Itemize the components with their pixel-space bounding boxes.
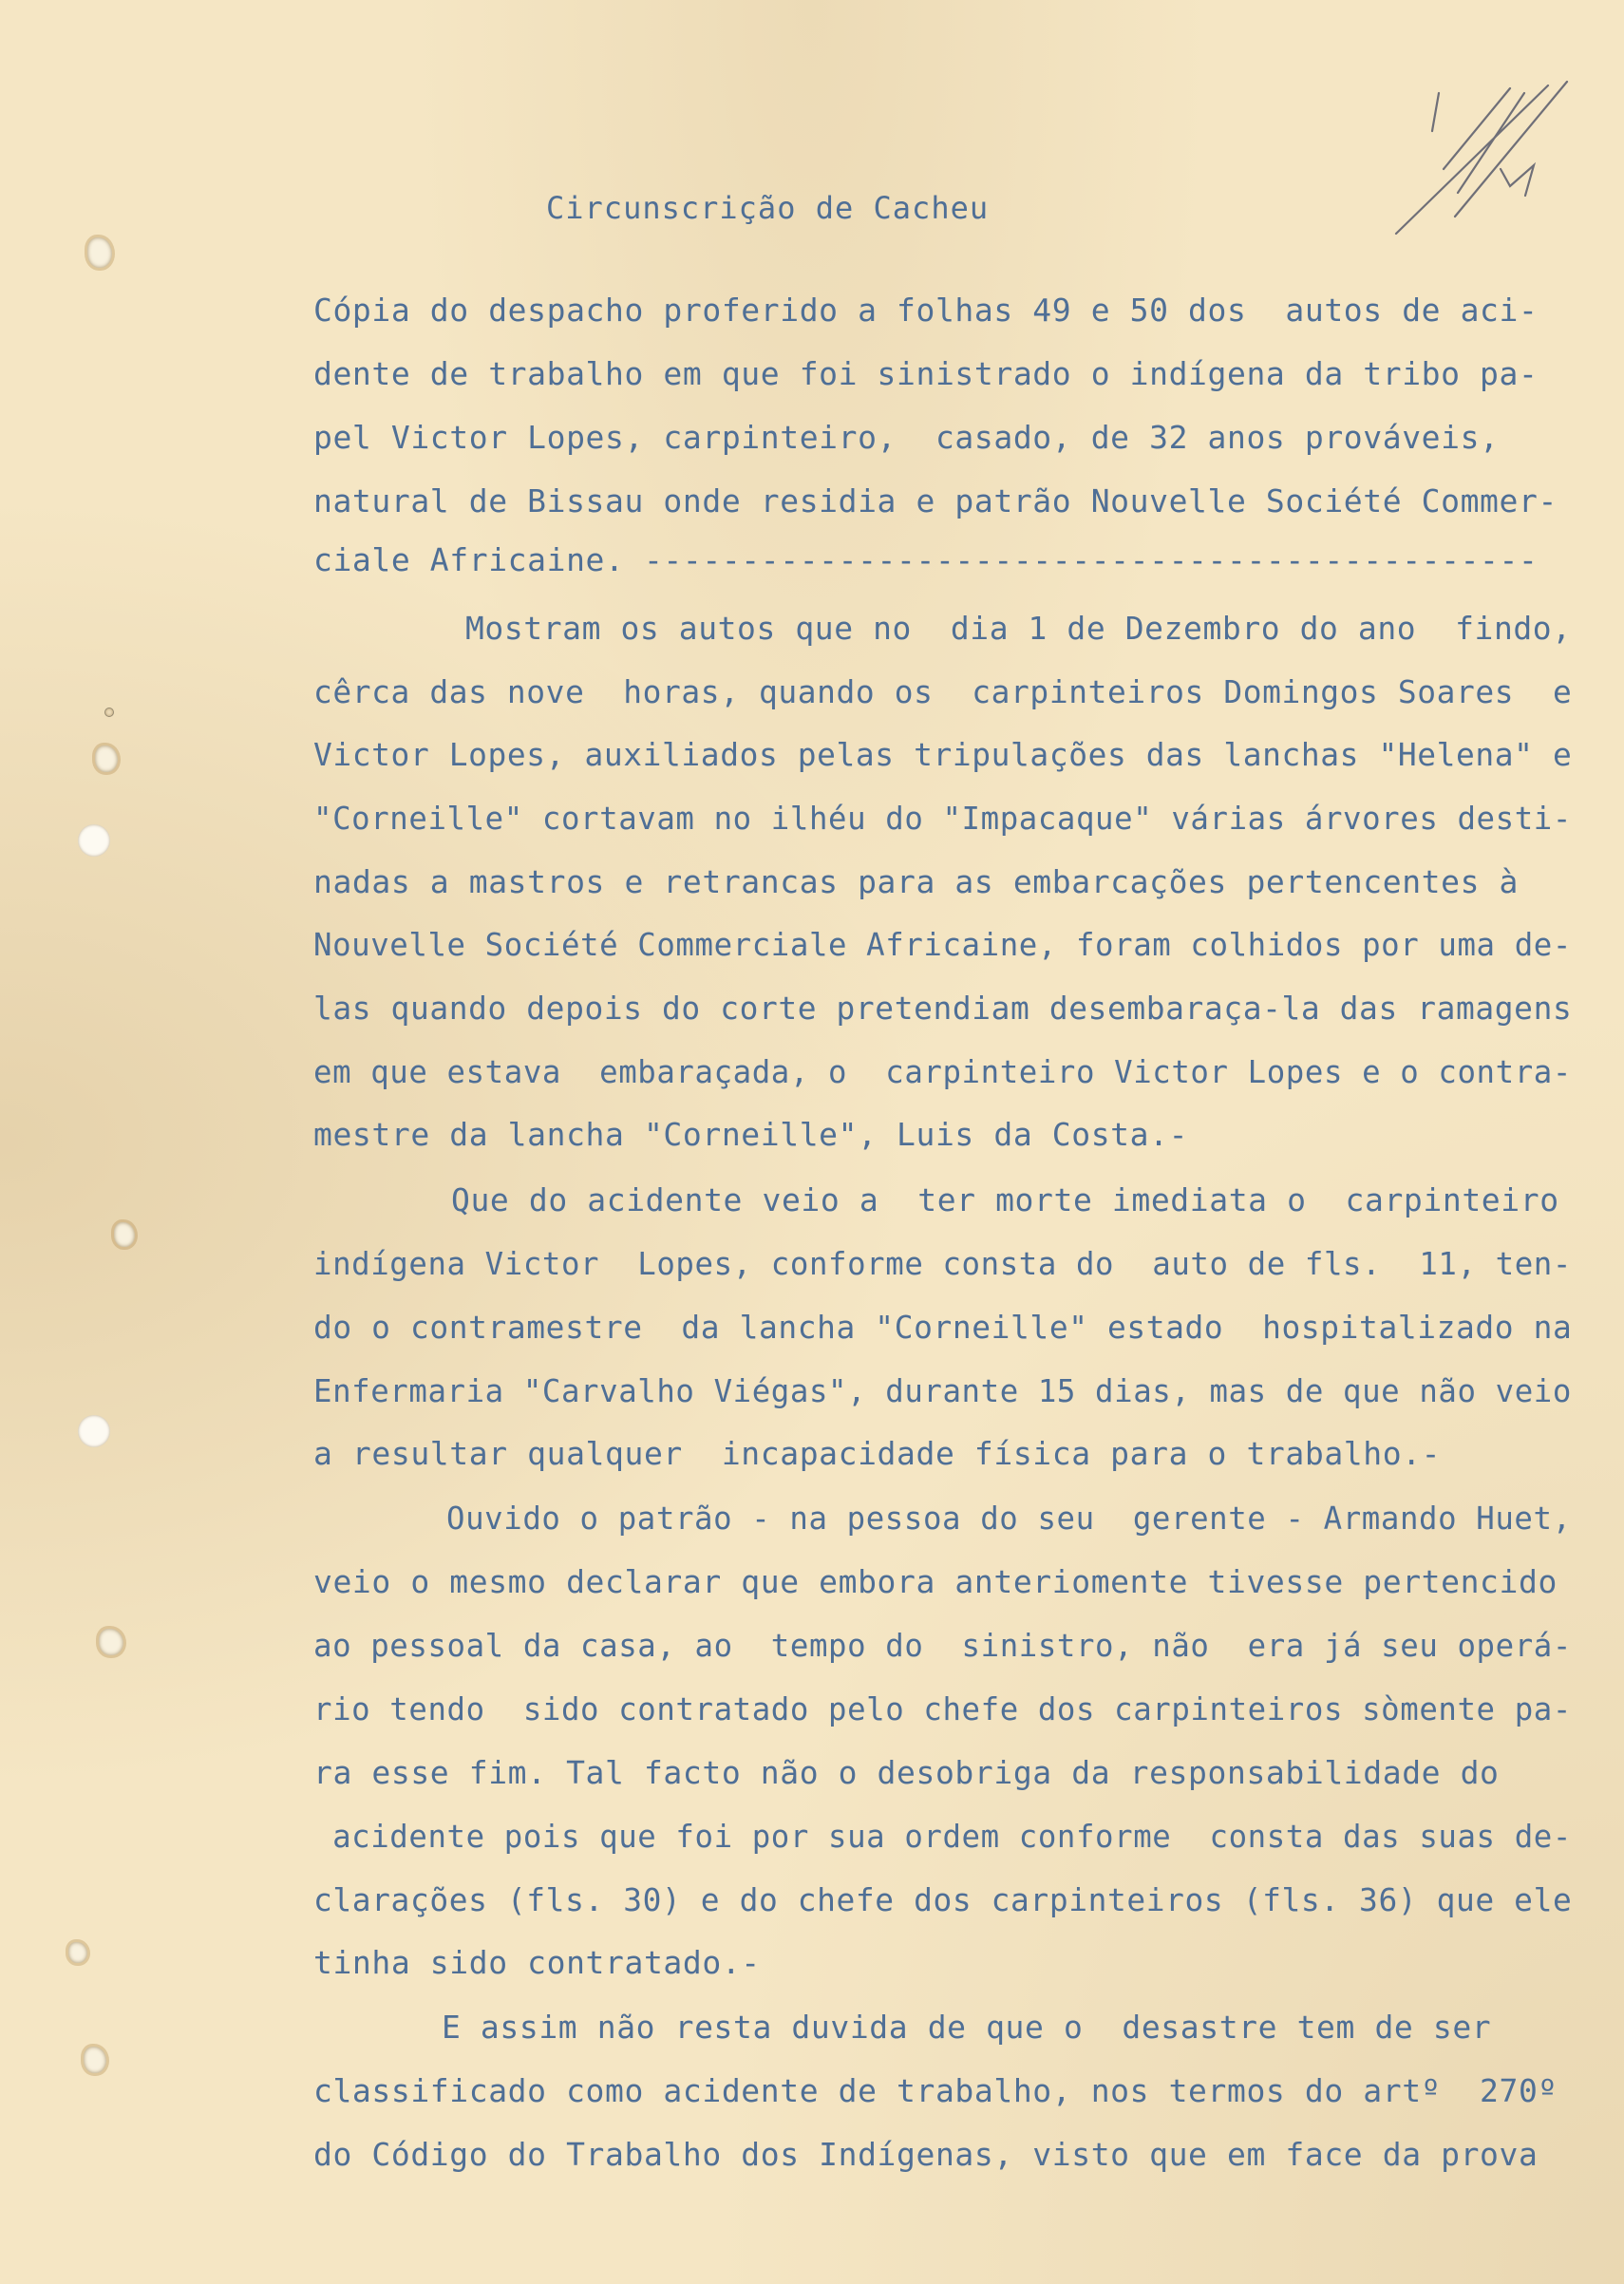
text-line: Ouvido o patrão - na pessoa do seu gerente - Armando Huet, [446,1500,1572,1537]
text-line: mestre da lancha "Corneille", Luis da Costa.- [313,1116,1189,1153]
page-number-annotation [1368,74,1586,264]
text-line: rio tendo sido contratado pelo chefe dos carpinteiros sòmente pa- [313,1690,1572,1727]
text-line: Victor Lopes, auxiliados pelas tripulações das lanchas "Helena" e [313,736,1573,773]
punch-hole [95,746,118,772]
text-line: dente de trabalho em que foi sinistrado o indígena da tribo pa- [313,355,1539,392]
text-line: Que do acidente veio a ter morte imediata o carpinteiro [451,1181,1559,1218]
text-line: ao pessoal da casa, ao tempo do sinistro, não era já seu operá- [313,1627,1572,1664]
text-line: Enfermaria "Carvalho Viégas", durante 15 dias, mas de que não veio [313,1372,1572,1409]
punch-hole [68,1942,87,1963]
text-line: do Código do Trabalho dos Indígenas, visto que em face da prova [313,2136,1539,2173]
text-line: ra esse fim. Tal facto não o desobriga da responsabilidade do [313,1754,1500,1791]
punch-hole [78,1415,110,1447]
punch-hole [104,708,114,717]
text-line: natural de Bissau onde residia e patrão Nouvelle Société Commer- [313,482,1558,519]
text-line: clarações (fls. 30) e do chefe dos carpinteiros (fls. 36) que ele [313,1881,1573,1918]
text-line: nadas a mastros e retrancas para as embarcações pertencentes à [313,863,1519,900]
punch-hole [84,2047,106,2073]
text-line: pel Victor Lopes, carpinteiro, casado, de 32 anos prováveis, [313,419,1500,456]
page-title: Circunscrição de Cacheu [546,190,990,226]
text-line: acidente pois que foi por sua ordem conforme consta das suas de- [313,1818,1572,1855]
punch-hole [99,1629,123,1655]
text-line: em que estava embaraçada, o carpinteiro Victor Lopes e o contra- [313,1053,1572,1090]
text-line: Cópia do despacho proferido a folhas 49 e 50 dos autos de aci- [313,292,1539,329]
punch-hole [87,237,112,268]
text-line: classificado como acidente de trabalho, nos termos do artº 270º [313,2072,1558,2109]
text-line: "Corneille" cortavam no ilhéu do "Impacaque" várias árvores desti- [313,800,1572,837]
text-line: cêrca das nove horas, quando os carpinteiros Domingos Soares e [313,673,1573,710]
punch-hole [114,1222,135,1247]
punch-hole [78,824,110,857]
text-line: Nouvelle Société Commerciale Africaine, foram colhidos por uma de- [313,926,1572,963]
text-line: indígena Victor Lopes, conforme consta do auto de fls. 11, ten- [313,1245,1572,1282]
text-line: las quando depois do corte pretendiam desembaraça-la das ramagens [313,990,1573,1027]
text-line: Mostram os autos que no dia 1 de Dezembro do ano findo, [465,610,1572,647]
text-line: veio o mesmo declarar que embora anteriomente tivesse pertencido [313,1563,1558,1600]
text-line: ciale Africaine. ---------------------------------------------- [313,541,1539,578]
text-line: E assim não resta duvida de que o desastre tem de ser [442,2009,1492,2046]
text-line: a resultar qualquer incapacidade física para o trabalho.- [313,1435,1442,1472]
text-line: do o contramestre da lancha "Corneille" estado hospitalizado na [313,1309,1573,1346]
text-line: tinha sido contratado.- [313,1944,761,1981]
